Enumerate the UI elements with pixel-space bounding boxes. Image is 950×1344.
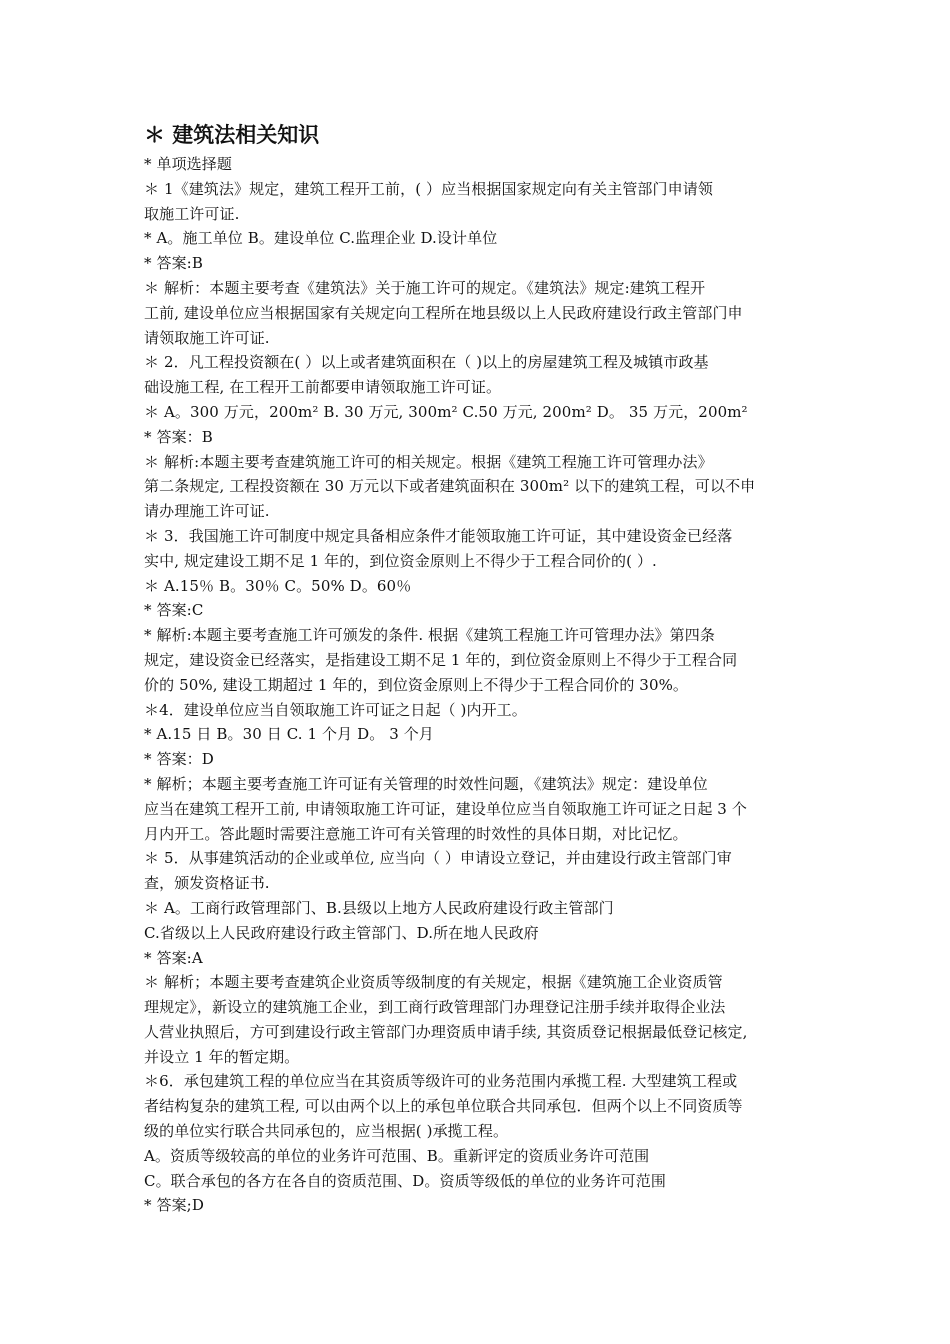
question-analysis: 请办理施工许可证. <box>144 502 270 521</box>
question-answer: * 答案:A <box>144 948 203 967</box>
question-options: A。资质等级较高的单位的业务许可范围、B。重新评定的资质业务许可范围 <box>144 1146 650 1165</box>
question-stem: ＊4．建设单位应当自领取施工许可证之日起（ )内开工。 <box>144 700 527 719</box>
question-analysis: 月内开工。答此题时需要注意施工许可有关管理的时效性的具体日期，对比记忆。 <box>144 824 688 843</box>
question-analysis: ＊ 解析；本题主要考查建筑企业资质等级制度的有关规定，根据《建筑施工企业资质管 <box>144 973 723 992</box>
question-options: * A.15 日 B。30 日 C. 1 个月 D。 3 个月 <box>144 725 434 744</box>
question-answer: * 答案:B <box>144 254 203 273</box>
question-analysis: 价的 50%, 建设工期超过 1 年的，到位资金原则上不得少于工程合同价的 30%。 <box>144 675 689 694</box>
question-2 <box>144 350 808 524</box>
question-3 <box>144 524 808 698</box>
question-4 <box>144 698 808 847</box>
question-stem: 取施工许可证. <box>144 204 240 223</box>
question-analysis: 应当在建筑工程开工前, 申请领取施工许可证，建设单位应当自领取施工许可证之日起 3 个 <box>144 799 747 818</box>
question-analysis: * 解析:本题主要考查施工许可颁发的条件. 根据《建筑工程施工许可管理办法》第四条 <box>144 626 715 645</box>
question-stem: 级的单位实行联合共同承包的，应当根据( )承揽工程。 <box>144 1122 509 1141</box>
question-options: ＊ A.15％ B。30％ C。50% D。60％ <box>144 576 412 595</box>
section-heading: * 单项选择题 <box>144 155 232 173</box>
question-answer: * 答案:C <box>144 601 204 620</box>
question-analysis: 并设立 1 年的暂定期。 <box>144 1047 300 1066</box>
question-stem: ＊6．承包建筑工程的单位应当在其资质等级许可的业务范围内承揽工程. 大型建筑工程或 <box>144 1072 738 1091</box>
question-options: ＊ A。300 万元，200m² B. 30 万元, 300m² C.50 万元, 200m² D。 35 万元，200m² <box>144 402 748 421</box>
question-options: * A。施工单位 B。建设单位 C.监理企业 D.设计单位 <box>144 229 498 248</box>
question-stem: ＊ 3．我国施工许可制度中规定具备相应条件才能领取施工许可证，其中建设资金已经落 <box>144 526 733 545</box>
question-analysis: * 解析；本题主要考查施工许可证有关管理的时效性问题，《建筑法》规定：建设单位 <box>144 774 708 793</box>
question-answer: * 答案：B <box>144 427 213 446</box>
question-stem: ＊ 1《建筑法》规定，建筑工程开工前，( ）应当根据国家规定向有关主管部门申请领 <box>144 179 713 198</box>
question-analysis: 规定，建设资金已经落实，是指建设工期不足 1 年的，到位资金原则上不得少于工程合同 <box>144 650 738 669</box>
question-options: C。联合承包的各方在各自的资质范围、D。资质等级低的单位的业务许可范围 <box>144 1171 667 1190</box>
question-stem: ＊ 5．从事建筑活动的企业或单位, 应当向（ ）申请设立登记，并由建设行政主管部门审 <box>144 849 732 868</box>
question-analysis: 工前, 建设单位应当根据国家有关规定向工程所在地县级以上人民政府建设行政主管部门申 <box>144 303 743 322</box>
question-stem: 者结构复杂的建筑工程, 可以由两个以上的承包单位联合共同承包．但两个以上不同资质等 <box>144 1097 743 1116</box>
question-answer: * 答案;D <box>144 1196 204 1215</box>
question-stem: ＊ 2．凡工程投资额在( ）以上或者建筑面积在（ )以上的房屋建筑工程及城镇市政基 <box>144 353 709 372</box>
question-analysis: ＊ 解析：本题主要考查《建筑法》关于施工许可的规定。《建筑法》规定:建筑工程开 <box>144 278 706 297</box>
question-stem: 础设施工程, 在工程开工前都要申请领取施工许可证。 <box>144 378 502 397</box>
question-answer: * 答案：D <box>144 750 214 769</box>
question-options: ＊ A。工商行政管理部门、B.县级以上地方人民政府建设行政主管部门 <box>144 898 614 917</box>
question-analysis: 理规定》，新设立的建筑施工企业，到工商行政管理部门办理登记注册手续并取得企业法 <box>144 998 726 1017</box>
question-1 <box>144 177 808 351</box>
document-page <box>144 118 808 1218</box>
document-title: ＊ 建筑法相关知识 <box>144 123 320 147</box>
question-analysis: ＊ 解析:本题主要考查建筑施工许可的相关规定。根据《建筑工程施工许可管理办法》 <box>144 452 713 471</box>
question-5 <box>144 846 808 1069</box>
question-options: C.省级以上人民政府建设行政主管部门、D.所在地人民政府 <box>144 923 539 942</box>
question-6 <box>144 1069 808 1218</box>
question-analysis: 第二条规定, 工程投资额在 30 万元以下或者建筑面积在 300m² 以下的建筑工程，可以不申 <box>144 477 756 496</box>
question-stem: 实中, 规定建设工期不足 1 年的，到位资金原则上不得少于工程合同价的( ）. <box>144 551 657 570</box>
question-analysis: 人营业执照后，方可到建设行政主管部门办理资质申请手续, 其资质登记根据最低登记核定, <box>144 1022 748 1041</box>
question-stem: 查，颁发资格证书. <box>144 874 270 893</box>
question-analysis: 请领取施工许可证. <box>144 328 270 347</box>
